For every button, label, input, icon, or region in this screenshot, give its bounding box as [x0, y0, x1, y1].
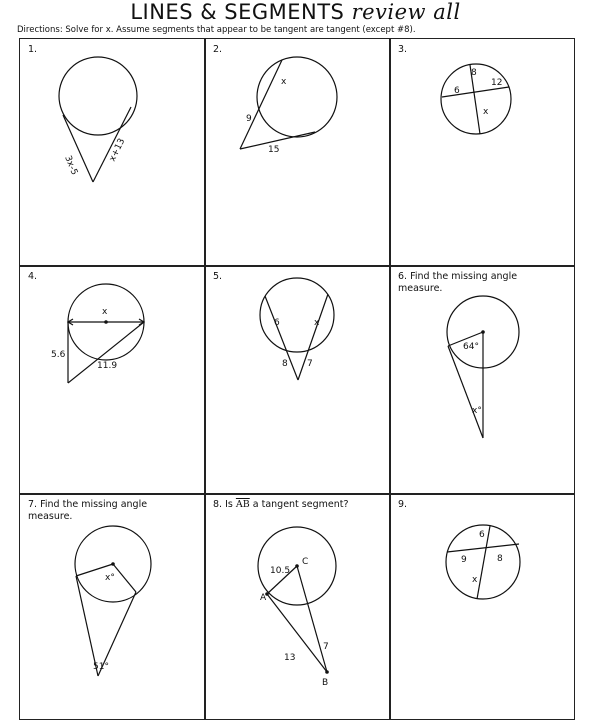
label: x+13 — [107, 137, 128, 164]
problem-4-figure — [20, 266, 204, 493]
label: x° — [105, 573, 115, 583]
problem-6 — [390, 266, 576, 493]
problem-3 — [390, 39, 576, 265]
problem-number: 8. — [213, 499, 223, 510]
prompt-text: Find the missing angle measure. — [398, 271, 518, 294]
problem-2-figure — [205, 39, 389, 265]
center-point — [481, 330, 485, 334]
label: 12 — [491, 78, 503, 88]
problem-4 — [20, 266, 204, 493]
center-point — [104, 320, 108, 324]
label: 6 — [479, 530, 485, 540]
problem-8 — [205, 494, 389, 720]
directions: Directions: Solve for x. Assume segments that appear to be tangent are tangent (except #8). — [17, 25, 416, 35]
label: x — [314, 318, 320, 328]
label: 7 — [307, 359, 313, 369]
label: 13 — [284, 653, 296, 663]
problem-5 — [205, 266, 389, 493]
chord — [447, 544, 519, 552]
problem-number: 3. — [398, 44, 408, 55]
problem-3-figure — [390, 39, 576, 265]
prompt-suffix: a tangent segment? — [249, 499, 349, 510]
problem-6-figure — [390, 266, 576, 493]
problem-9 — [390, 494, 576, 720]
problem-number: 7. — [28, 499, 38, 510]
problem-number: 1. — [28, 44, 38, 55]
label: x — [483, 107, 489, 117]
circle — [260, 278, 334, 352]
problem-5-figure — [205, 266, 389, 493]
prompt-text: Find the missing angle measure. — [28, 499, 148, 522]
label: x° — [472, 406, 482, 416]
label: 64° — [463, 342, 479, 352]
label: 3x-5 — [62, 154, 79, 177]
center-point — [111, 562, 115, 566]
segment-ab: $\overline{AB}$ — [235, 499, 250, 510]
segment-ab — [267, 594, 327, 672]
secant — [68, 322, 144, 383]
problem-number: 5. — [213, 271, 223, 282]
prompt-prefix: Is — [225, 499, 236, 510]
point-c — [295, 564, 299, 568]
label: B — [322, 678, 329, 688]
problem-grid — [19, 38, 575, 720]
label: x — [472, 575, 478, 585]
point-b — [325, 670, 329, 674]
label: x — [102, 307, 108, 317]
secant — [240, 60, 282, 149]
problem-7 — [20, 494, 204, 720]
label: 9 — [246, 114, 252, 124]
label: 7 — [323, 642, 329, 652]
label: 6 — [274, 318, 280, 328]
label: A — [260, 593, 267, 603]
segment-cb — [297, 566, 327, 672]
label: 8 — [497, 554, 503, 564]
label: 6 — [454, 86, 460, 96]
label: C — [302, 557, 309, 567]
worksheet-title — [0, 0, 591, 24]
label: 8 — [471, 68, 477, 78]
problem-number: 2. — [213, 44, 223, 55]
title-caps: LINES & SEGMENTS — [130, 0, 345, 24]
circle — [59, 57, 137, 135]
label: x — [281, 77, 287, 87]
problem-9-figure — [390, 494, 576, 720]
radius — [113, 564, 136, 592]
label: 15 — [268, 145, 280, 155]
chord — [442, 87, 509, 97]
problem-8-figure — [205, 494, 389, 720]
title-script: review all — [351, 0, 461, 24]
problem-number: 4. — [28, 271, 38, 282]
tangent-segment — [448, 346, 483, 438]
problem-number: 6. — [398, 271, 408, 282]
label: 5.6 — [51, 350, 66, 360]
problem-1-figure — [20, 39, 204, 265]
label: 11.9 — [97, 361, 118, 371]
problem-number: 9. — [398, 499, 408, 510]
label: 51° — [93, 662, 109, 672]
problem-2 — [205, 39, 389, 265]
problem-7-figure — [20, 494, 204, 720]
problem-1 — [20, 39, 204, 265]
secant — [298, 294, 328, 380]
label: 9 — [461, 555, 467, 565]
label: 10.5 — [270, 566, 291, 576]
label: 8 — [282, 359, 288, 369]
circle — [257, 57, 337, 137]
